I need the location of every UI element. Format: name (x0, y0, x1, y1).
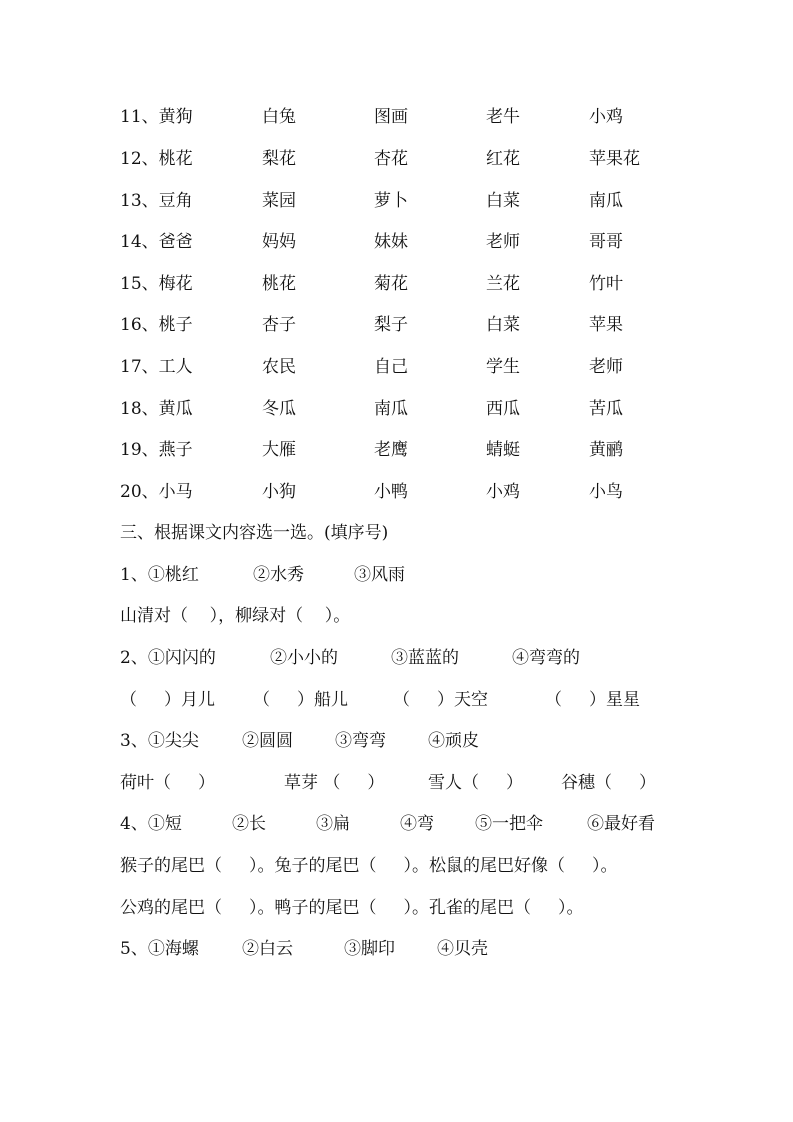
word-cell: 老师 (486, 232, 520, 252)
word-row-number-and-first: 16、桃子 (120, 315, 193, 335)
word-cell: 小鸭 (374, 482, 408, 502)
word-cell: 红花 (486, 149, 520, 169)
word-cell: 小狗 (262, 482, 296, 502)
word-row-number-and-first: 11、黄狗 (120, 107, 193, 127)
word-cell: 白兔 (262, 107, 296, 127)
option: 4、①短 (120, 814, 182, 834)
question-options (0, 729, 793, 753)
word-cell: 竹叶 (589, 274, 623, 294)
word-row (0, 397, 793, 421)
blank-item: （ ）月儿 (120, 690, 216, 710)
word-cell: 图画 (374, 107, 408, 127)
word-row (0, 230, 793, 254)
option: ④贝壳 (437, 939, 488, 959)
question-answer-line: 公鸡的尾巴（ ）。鸭子的尾巴（ ）。孔雀的尾巴（ ）。 (120, 898, 584, 918)
word-cell: 蜻蜓 (486, 440, 520, 460)
word-row-number-and-first: 18、黄瓜 (120, 399, 193, 419)
word-row (0, 438, 793, 462)
word-cell: 南瓜 (374, 399, 408, 419)
word-row-number-and-first: 20、小马 (120, 482, 193, 502)
word-cell: 兰花 (486, 274, 520, 294)
word-cell: 哥哥 (589, 232, 623, 252)
word-cell: 梨子 (374, 315, 408, 335)
word-row (0, 355, 793, 379)
word-cell: 妹妹 (374, 232, 408, 252)
word-row (0, 189, 793, 213)
option: ⑥最好看 (587, 814, 655, 834)
option: ③脚印 (344, 939, 395, 959)
word-row-number-and-first: 13、豆角 (120, 191, 193, 211)
word-cell: 萝卜 (374, 191, 408, 211)
option: ④顽皮 (428, 731, 479, 751)
option: ③弯弯 (335, 731, 386, 751)
word-cell: 小鸟 (589, 482, 623, 502)
word-cell: 苹果花 (589, 149, 640, 169)
word-cell: 西瓜 (486, 399, 520, 419)
question-answer-line: 猴子的尾巴（ ）。兔子的尾巴（ ）。松鼠的尾巴好像（ ）。 (120, 856, 618, 876)
blank-item: 谷穗（ ） (561, 773, 657, 793)
word-row (0, 480, 793, 504)
word-cell: 黄鹂 (589, 440, 623, 460)
word-row-number-and-first: 14、爸爸 (120, 232, 193, 252)
word-cell: 苹果 (589, 315, 623, 335)
word-cell: 冬瓜 (262, 399, 296, 419)
word-cell: 菊花 (374, 274, 408, 294)
question-options (0, 812, 793, 836)
question-blanks (0, 688, 793, 712)
word-cell: 老师 (589, 357, 623, 377)
blank-item: （ ）星星 (545, 690, 641, 710)
word-row-number-and-first: 12、桃花 (120, 149, 193, 169)
option: ②圆圆 (242, 731, 293, 751)
word-cell: 菜园 (262, 191, 296, 211)
blank-item: （ ）船儿 (253, 690, 349, 710)
word-cell: 杏子 (262, 315, 296, 335)
blank-item: （ ）天空 (393, 690, 489, 710)
word-cell: 妈妈 (262, 232, 296, 252)
word-cell: 南瓜 (589, 191, 623, 211)
option: ②白云 (242, 939, 293, 959)
option: ⑤一把伞 (475, 814, 543, 834)
blank-item: 草芽 （ ） (284, 773, 385, 793)
option: ③风雨 (354, 565, 405, 585)
word-cell: 小鸡 (589, 107, 623, 127)
option: ③扁 (316, 814, 350, 834)
word-row (0, 272, 793, 296)
word-cell: 梨花 (262, 149, 296, 169)
word-row-number-and-first: 17、工人 (120, 357, 193, 377)
word-cell: 桃花 (262, 274, 296, 294)
word-cell: 农民 (262, 357, 296, 377)
word-cell: 小鸡 (486, 482, 520, 502)
word-cell: 白菜 (486, 315, 520, 335)
word-cell: 苦瓜 (589, 399, 623, 419)
word-cell: 学生 (486, 357, 520, 377)
question-blanks (0, 771, 793, 795)
word-row (0, 147, 793, 171)
option: 3、①尖尖 (120, 731, 199, 751)
word-cell: 自己 (374, 357, 408, 377)
question-options (0, 563, 793, 587)
word-row (0, 105, 793, 129)
word-cell: 杏花 (374, 149, 408, 169)
word-cell: 大雁 (262, 440, 296, 460)
question-options (0, 937, 793, 961)
word-row-number-and-first: 19、燕子 (120, 440, 193, 460)
blank-item: 雪人（ ） (428, 773, 524, 793)
option: 5、①海螺 (120, 939, 199, 959)
blank-item: 荷叶（ ） (120, 773, 216, 793)
option: ②小小的 (270, 648, 338, 668)
word-cell: 老牛 (486, 107, 520, 127)
word-cell: 白菜 (486, 191, 520, 211)
section-title: 三、根据课文内容选一选。(填序号) (120, 523, 389, 543)
word-row (0, 313, 793, 337)
option: 1、①桃红 (120, 565, 199, 585)
question-answer-line: 山清对（ ），柳绿对（ ）。 (120, 606, 351, 626)
option: ②长 (232, 814, 266, 834)
word-row-number-and-first: 15、梅花 (120, 274, 193, 294)
option: 2、①闪闪的 (120, 648, 216, 668)
option: ④弯弯的 (512, 648, 580, 668)
option: ③蓝蓝的 (391, 648, 459, 668)
option: ②水秀 (253, 565, 304, 585)
question-options (0, 646, 793, 670)
word-cell: 老鹰 (374, 440, 408, 460)
option: ④弯 (400, 814, 434, 834)
